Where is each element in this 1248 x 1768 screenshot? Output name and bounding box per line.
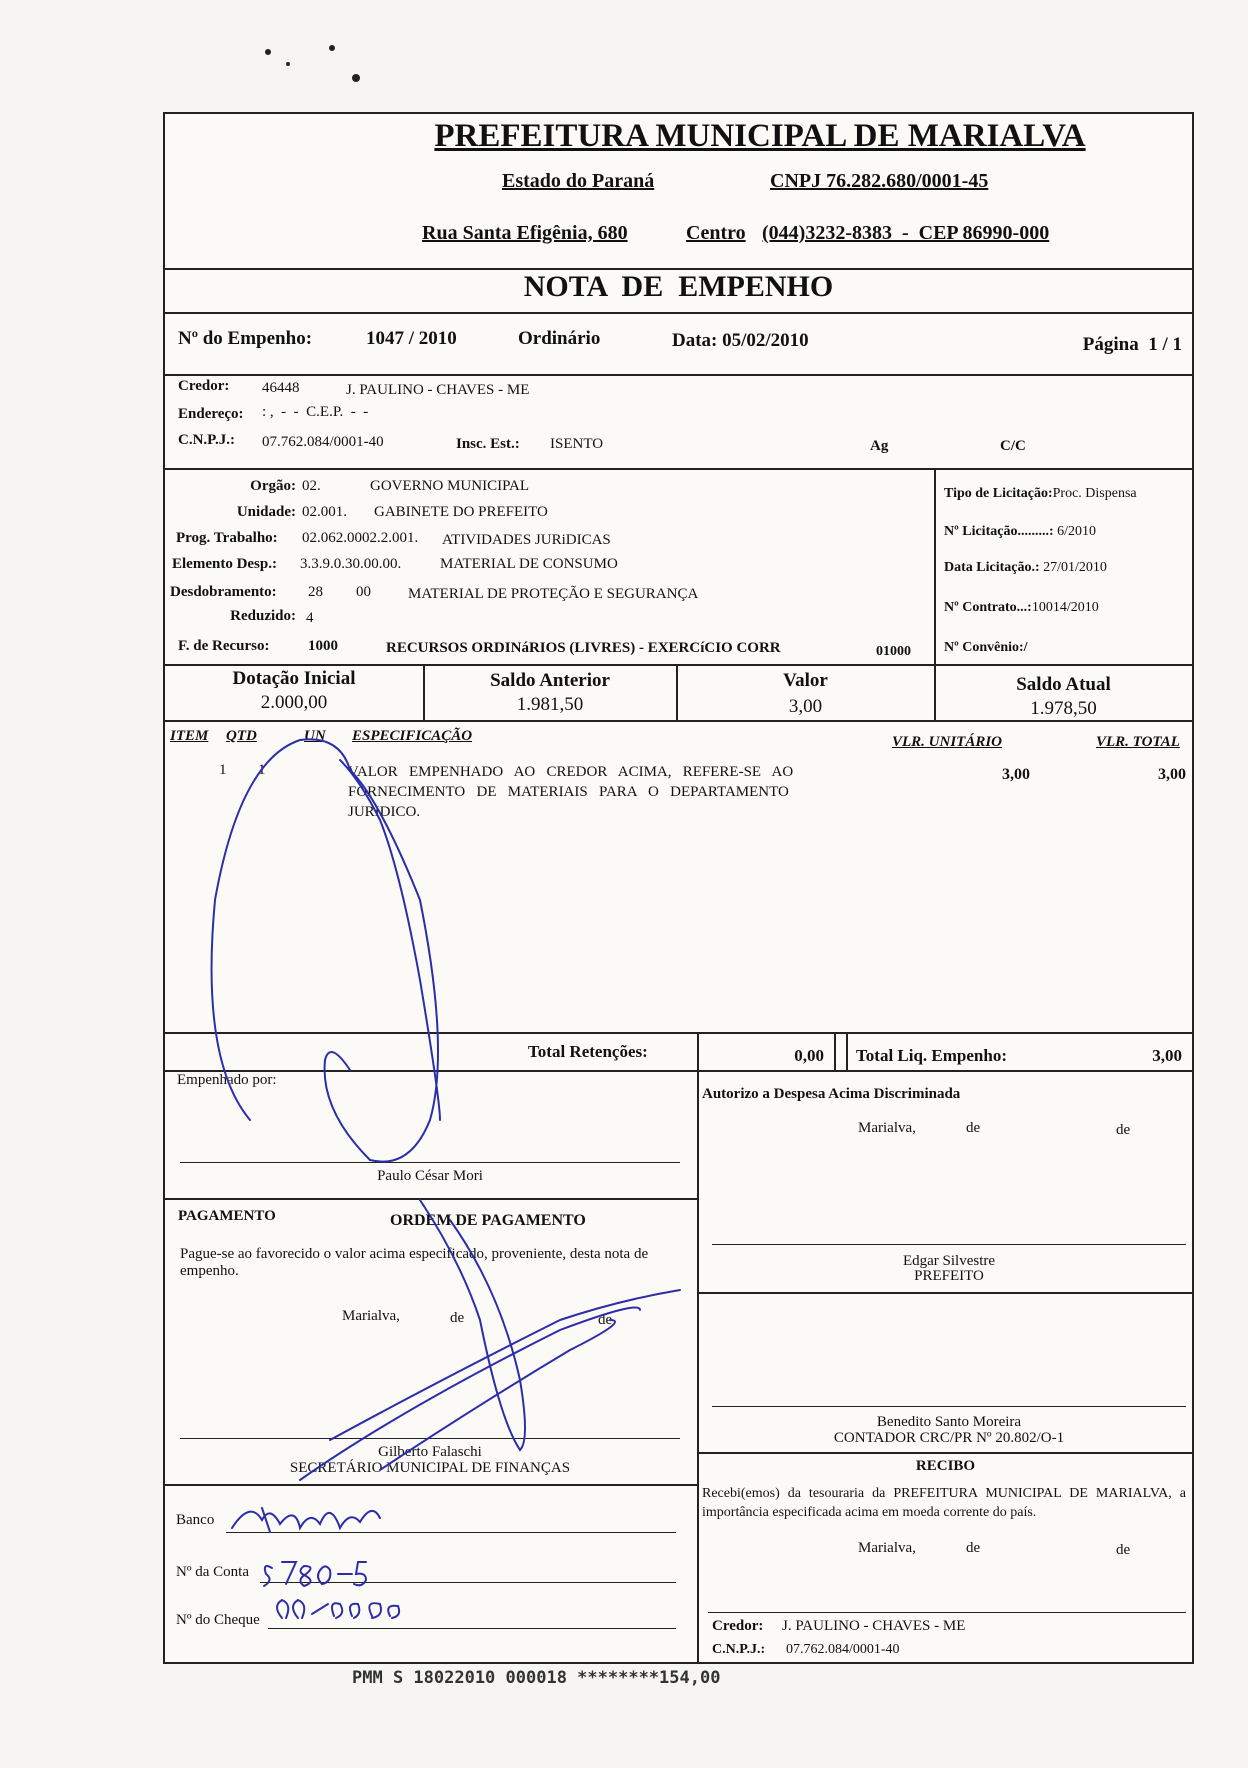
secretario-role: SECRETÁRIO MUNICIPAL DE FINANÇAS — [289, 1460, 571, 1476]
ie-label: Insc. Est.: — [456, 436, 520, 452]
desdobramento-a: 28 — [308, 584, 323, 600]
scan-speck — [286, 62, 290, 66]
divider — [846, 1032, 848, 1070]
prog-name: ATIVIDADES JURiDICAS — [442, 532, 611, 548]
pagamento-city: Marialva, — [342, 1308, 400, 1324]
empenho-number-label: Nº do Empenho: — [178, 328, 313, 349]
divider — [163, 720, 1194, 722]
credor-cnpj: 07.762.084/0001-40 — [262, 434, 384, 450]
saldo-atual-label: Saldo Atual — [1016, 674, 1111, 695]
header-street: Rua Santa Efigênia, 680 — [422, 222, 628, 244]
unidade-label: Unidade: — [236, 504, 296, 520]
dotacao-label: Dotação Inicial — [232, 668, 356, 689]
scan-speck — [265, 49, 271, 55]
credor-name: J. PAULINO - CHAVES - ME — [346, 382, 530, 398]
cheque-label: Nº do Cheque — [176, 1612, 260, 1628]
elemento-code: 3.3.9.0.30.00.00. — [300, 556, 402, 572]
recibo-credor-name: J. PAULINO - CHAVES - ME — [782, 1618, 966, 1634]
desdobramento-b: 00 — [356, 584, 371, 600]
empenhado-label: Empenhado por: — [177, 1072, 277, 1088]
items-header-unit-price: VLR. UNITÁRIO — [892, 734, 1003, 750]
orgao-label: Orgão: — [250, 478, 296, 494]
divider — [697, 1292, 1194, 1294]
items-header-spec: ESPECIFICAÇÃO — [352, 728, 473, 744]
desdobramento-name: MATERIAL DE PROTEÇÃO E SEGURANÇA — [408, 586, 699, 602]
unidade-code: 02.001. — [302, 504, 347, 520]
contador-role: CONTADOR CRC/PR Nº 20.802/O-1 — [833, 1430, 1065, 1446]
item-total: 3,00 — [1158, 766, 1186, 783]
address-label: Endereço: — [178, 406, 244, 422]
desdobramento-label: Desdobramento: — [170, 584, 277, 600]
document-title: NOTA DE EMPENHO — [523, 270, 834, 303]
retencoes-value: 0,00 — [794, 1046, 824, 1065]
divider — [697, 1070, 699, 1664]
pagamento-text: Pague-se ao favorecido o valor acima especificado, proveniente, desta nota de empenho. — [180, 1246, 649, 1279]
credor-code: 46448 — [262, 380, 300, 396]
item-spec-line: VALOR EMPENHADO AO CREDOR ACIMA, REFERE-SE AO — [348, 764, 794, 780]
prefeito-signature — [712, 1254, 1186, 1284]
divider — [163, 1198, 698, 1200]
banco-line — [226, 1532, 676, 1533]
divider — [163, 1032, 1194, 1034]
header-phone-cep: (044)3232-8383 - CEP 86990-000 — [762, 222, 1050, 244]
recibo-text: Recebi(emos) da tesouraria da PREFEITURA MUNICIPAL DE MARIALVA, a importância especificada acima em moeda corrente do país. — [702, 1486, 1186, 1520]
valor-value: 3,00 — [788, 696, 823, 717]
autorizo-city: Marialva, — [858, 1120, 916, 1136]
items-header-qtd: QTD — [226, 728, 257, 744]
autorizo-label: Autorizo a Despesa Acima Discriminada — [702, 1086, 961, 1102]
header-cnpj: CNPJ 76.282.680/0001-45 — [770, 170, 989, 192]
pagamento-de: de — [450, 1310, 465, 1326]
convenio-label: Nº Convênio:/ — [944, 640, 1028, 655]
payment-stamp: PMM S 18022010 000018 ********154,00 — [352, 1668, 721, 1688]
signature-line — [708, 1612, 1186, 1613]
ordem-pagamento-title: ORDEM DE PAGAMENTO — [390, 1212, 586, 1229]
cheque-line — [268, 1628, 676, 1629]
item-unit-price: 3,00 — [1002, 766, 1030, 783]
recibo-city: Marialva, — [858, 1540, 916, 1556]
credor-address: : , - - C.E.P. - - — [262, 404, 369, 420]
divider — [163, 468, 1194, 470]
liquido-value: 3,00 — [1152, 1046, 1182, 1065]
prog-code: 02.062.0002.2.001. — [302, 530, 419, 546]
item-spec-line: JURIDICO. — [348, 804, 421, 820]
cnpj-label: C.N.P.J.: — [178, 432, 235, 448]
empenho-type: Ordinário — [518, 328, 601, 349]
secretario-name: Gilberto Falaschi — [378, 1444, 482, 1460]
items-header-total: VLR. TOTAL — [1096, 734, 1180, 750]
divider — [163, 1484, 698, 1486]
divider — [163, 664, 1194, 666]
saldo-anterior-value: 1.981,50 — [516, 694, 584, 715]
account-label: C/C — [1000, 438, 1026, 454]
recibo-de: de — [1116, 1542, 1131, 1558]
recibo-cnpj-label: C.N.P.J.: — [712, 1642, 766, 1657]
divider — [834, 1032, 836, 1070]
state-name: Estado do Paraná — [502, 170, 655, 192]
conta-label: Nº da Conta — [176, 1564, 249, 1580]
divider — [697, 1452, 1194, 1454]
licitacao-data: Data Licitação.: 27/01/2010 — [944, 560, 1107, 575]
scan-speck — [329, 45, 335, 51]
item-number: 1 — [219, 762, 227, 778]
empenhado-signer: Paulo César Mori — [377, 1168, 483, 1184]
unidade-name: GABINETE DO PREFEITO — [374, 504, 548, 520]
pagamento-de: de — [598, 1312, 613, 1328]
fonte-code: 1000 — [308, 638, 338, 654]
fonte-name: RECURSOS ORDINáRIOS (LIVRES) - EXERCíCIO CORR — [386, 640, 781, 656]
divider — [163, 374, 1194, 376]
pagamento-label: PAGAMENTO — [178, 1208, 276, 1224]
orgao-code: 02. — [302, 478, 321, 494]
fonte-label: F. de Recurso: — [178, 638, 270, 654]
empenho-number: 1047 / 2010 — [366, 328, 457, 349]
prefeito-name: Edgar Silvestre — [902, 1253, 996, 1269]
conta-line — [260, 1582, 676, 1583]
licitacao-numero: Nº Licitação.........: 6/2010 — [944, 524, 1096, 539]
elemento-name: MATERIAL DE CONSUMO — [440, 556, 618, 572]
item-qtd: 1 — [258, 762, 266, 778]
header-district: Centro — [686, 222, 746, 244]
item-spec-line: FORNECIMENTO DE MATERIAIS PARA O DEPARTAMENTO — [348, 784, 789, 800]
divider — [163, 312, 1194, 314]
licitacao-tipo: Tipo de Licitação:Proc. Dispensa — [944, 486, 1137, 501]
valor-label: Valor — [783, 670, 828, 691]
signature-line — [712, 1406, 1186, 1407]
orgao-name: GOVERNO MUNICIPAL — [370, 478, 530, 494]
elemento-label: Elemento Desp.: — [172, 556, 277, 572]
divider — [163, 1070, 1194, 1072]
recibo-credor-label: Credor: — [712, 1618, 764, 1634]
contador-name: Benedito Santo Moreira — [876, 1414, 1022, 1430]
autorizo-de: de — [1116, 1122, 1131, 1138]
contrato-numero: Nº Contrato...:10014/2010 — [944, 600, 1099, 615]
dotacao-value: 2.000,00 — [260, 692, 328, 713]
reduzido-code: 4 — [306, 610, 314, 626]
signature-line — [180, 1438, 680, 1439]
scan-speck — [352, 74, 360, 82]
divider — [934, 468, 936, 664]
municipality-title: PREFEITURA MUNICIPAL DE MARIALVA — [434, 118, 1086, 154]
page-number: Página 1 / 1 — [1082, 334, 1182, 355]
recibo-de: de — [966, 1540, 981, 1556]
fonte-sub: 01000 — [876, 644, 911, 659]
banco-label: Banco — [176, 1512, 215, 1528]
retencoes-label: Total Retenções: — [528, 1042, 648, 1061]
empenho-date: Data: 05/02/2010 — [672, 330, 809, 351]
prefeito-role: PREFEITO — [914, 1268, 984, 1284]
recibo-cnpj: 07.762.084/0001-40 — [786, 1642, 900, 1657]
saldo-anterior-label: Saldo Anterior — [490, 670, 610, 691]
reduzido-label: Reduzido: — [230, 608, 296, 624]
credor-label: Credor: — [178, 378, 230, 394]
autorizo-de: de — [966, 1120, 981, 1136]
items-header-un: UN — [304, 728, 326, 744]
credor-ie: ISENTO — [550, 436, 604, 452]
saldo-atual-value: 1.978,50 — [1030, 698, 1097, 719]
liquido-label: Total Liq. Empenho: — [856, 1046, 1007, 1065]
agency-label: Ag — [870, 438, 889, 454]
items-header-item: ITEM — [170, 728, 209, 744]
signature-line — [180, 1162, 680, 1163]
signature-line — [712, 1244, 1186, 1245]
contador-signature — [712, 1414, 1186, 1446]
divider — [697, 1032, 699, 1070]
prog-label: Prog. Trabalho: — [176, 530, 278, 546]
recibo-title: RECIBO — [915, 1458, 976, 1474]
